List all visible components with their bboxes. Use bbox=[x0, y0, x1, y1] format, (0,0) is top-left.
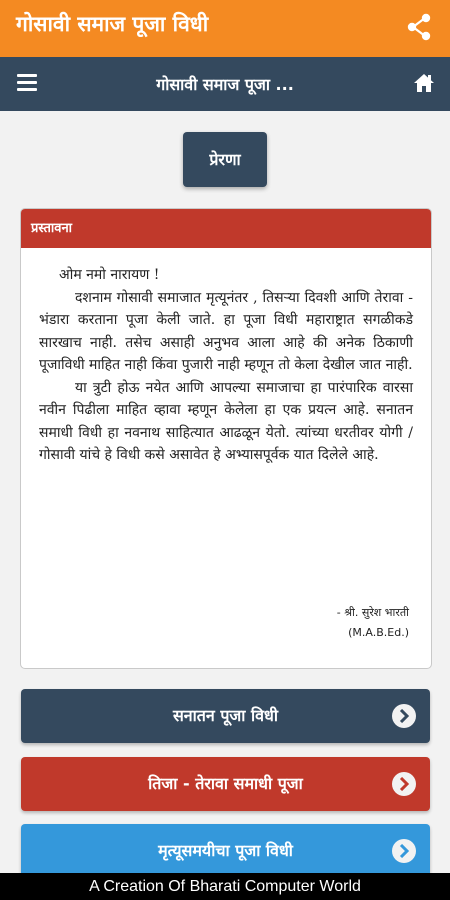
intro-text bbox=[21, 248, 431, 467]
toolbar-title: गोसावी समाज पूजा ... bbox=[156, 75, 294, 94]
prerna-button[interactable]: प्रेरणा bbox=[183, 132, 267, 187]
toolbar bbox=[0, 57, 450, 111]
intro-paragraph-2: या त्रुटी होऊ नयेत आणि आपल्या समाजाचा हा पारंपारिक वारसा नवीन पिढीला माहित व्हावा म्हणून केलेला हा एक प्रयत्न आहे. सनातन समाधी विधी हा नवनाथ साहित्यात आढळून येतो. त्यांच्या धरतीवर योगी / गोसावी यांचे हे विधी कसे असावेत हे अभ्यासपूर्वक यात दिलेले आहे. bbox=[39, 379, 413, 463]
main-content bbox=[0, 111, 450, 873]
share-icon[interactable] bbox=[404, 12, 434, 42]
author-qualification: (M.A.B.Ed.) bbox=[348, 626, 409, 639]
intro-paragraph-1: दशनाम गोसावी समाजात मृत्यूनंतर , तिसऱ्या दिवशी आणि तेरावा - भंडारा करताना पूजा केली जाते. हा पूजा विधी महाराष्ट्रात सगळीकडे सारखाच नाही. तसेच असाही अनुभव आला आहे की अनेक ठिकाणी पूजाविधी माहित नाही किंवा पुजारी नाही म्हणून तो केला देखील जात नाही. bbox=[39, 289, 413, 373]
intro-heading: प्रस्तावना bbox=[21, 209, 431, 248]
mrutyusamay-puja-label: मृत्यूसमयीचा पूजा विधी bbox=[158, 841, 293, 860]
teerava-samadhi-puja-label: तिजा - तेरावा समाधी पूजा bbox=[148, 774, 303, 793]
intro-greeting: ओम नमो नारायण ! bbox=[59, 267, 160, 283]
app-title: गोसावी समाज पूजा विधी bbox=[16, 12, 209, 36]
home-icon[interactable] bbox=[413, 72, 435, 94]
sanatan-puja-button[interactable] bbox=[21, 689, 430, 743]
chevron-right-icon bbox=[392, 839, 416, 863]
chevron-right-icon bbox=[392, 704, 416, 728]
chevron-right-icon bbox=[392, 772, 416, 796]
app-bar bbox=[0, 0, 450, 57]
footer-credit: A Creation Of Bharati Computer World bbox=[0, 873, 450, 900]
author-signature bbox=[337, 603, 409, 643]
mrutyusamay-puja-button[interactable] bbox=[21, 824, 430, 878]
intro-card bbox=[20, 208, 432, 669]
sanatan-puja-label: सनातन पूजा विधी bbox=[172, 706, 279, 725]
teerava-samadhi-puja-button[interactable] bbox=[21, 757, 430, 811]
author-name: - श्री. सुरेश भारती bbox=[336, 606, 409, 619]
